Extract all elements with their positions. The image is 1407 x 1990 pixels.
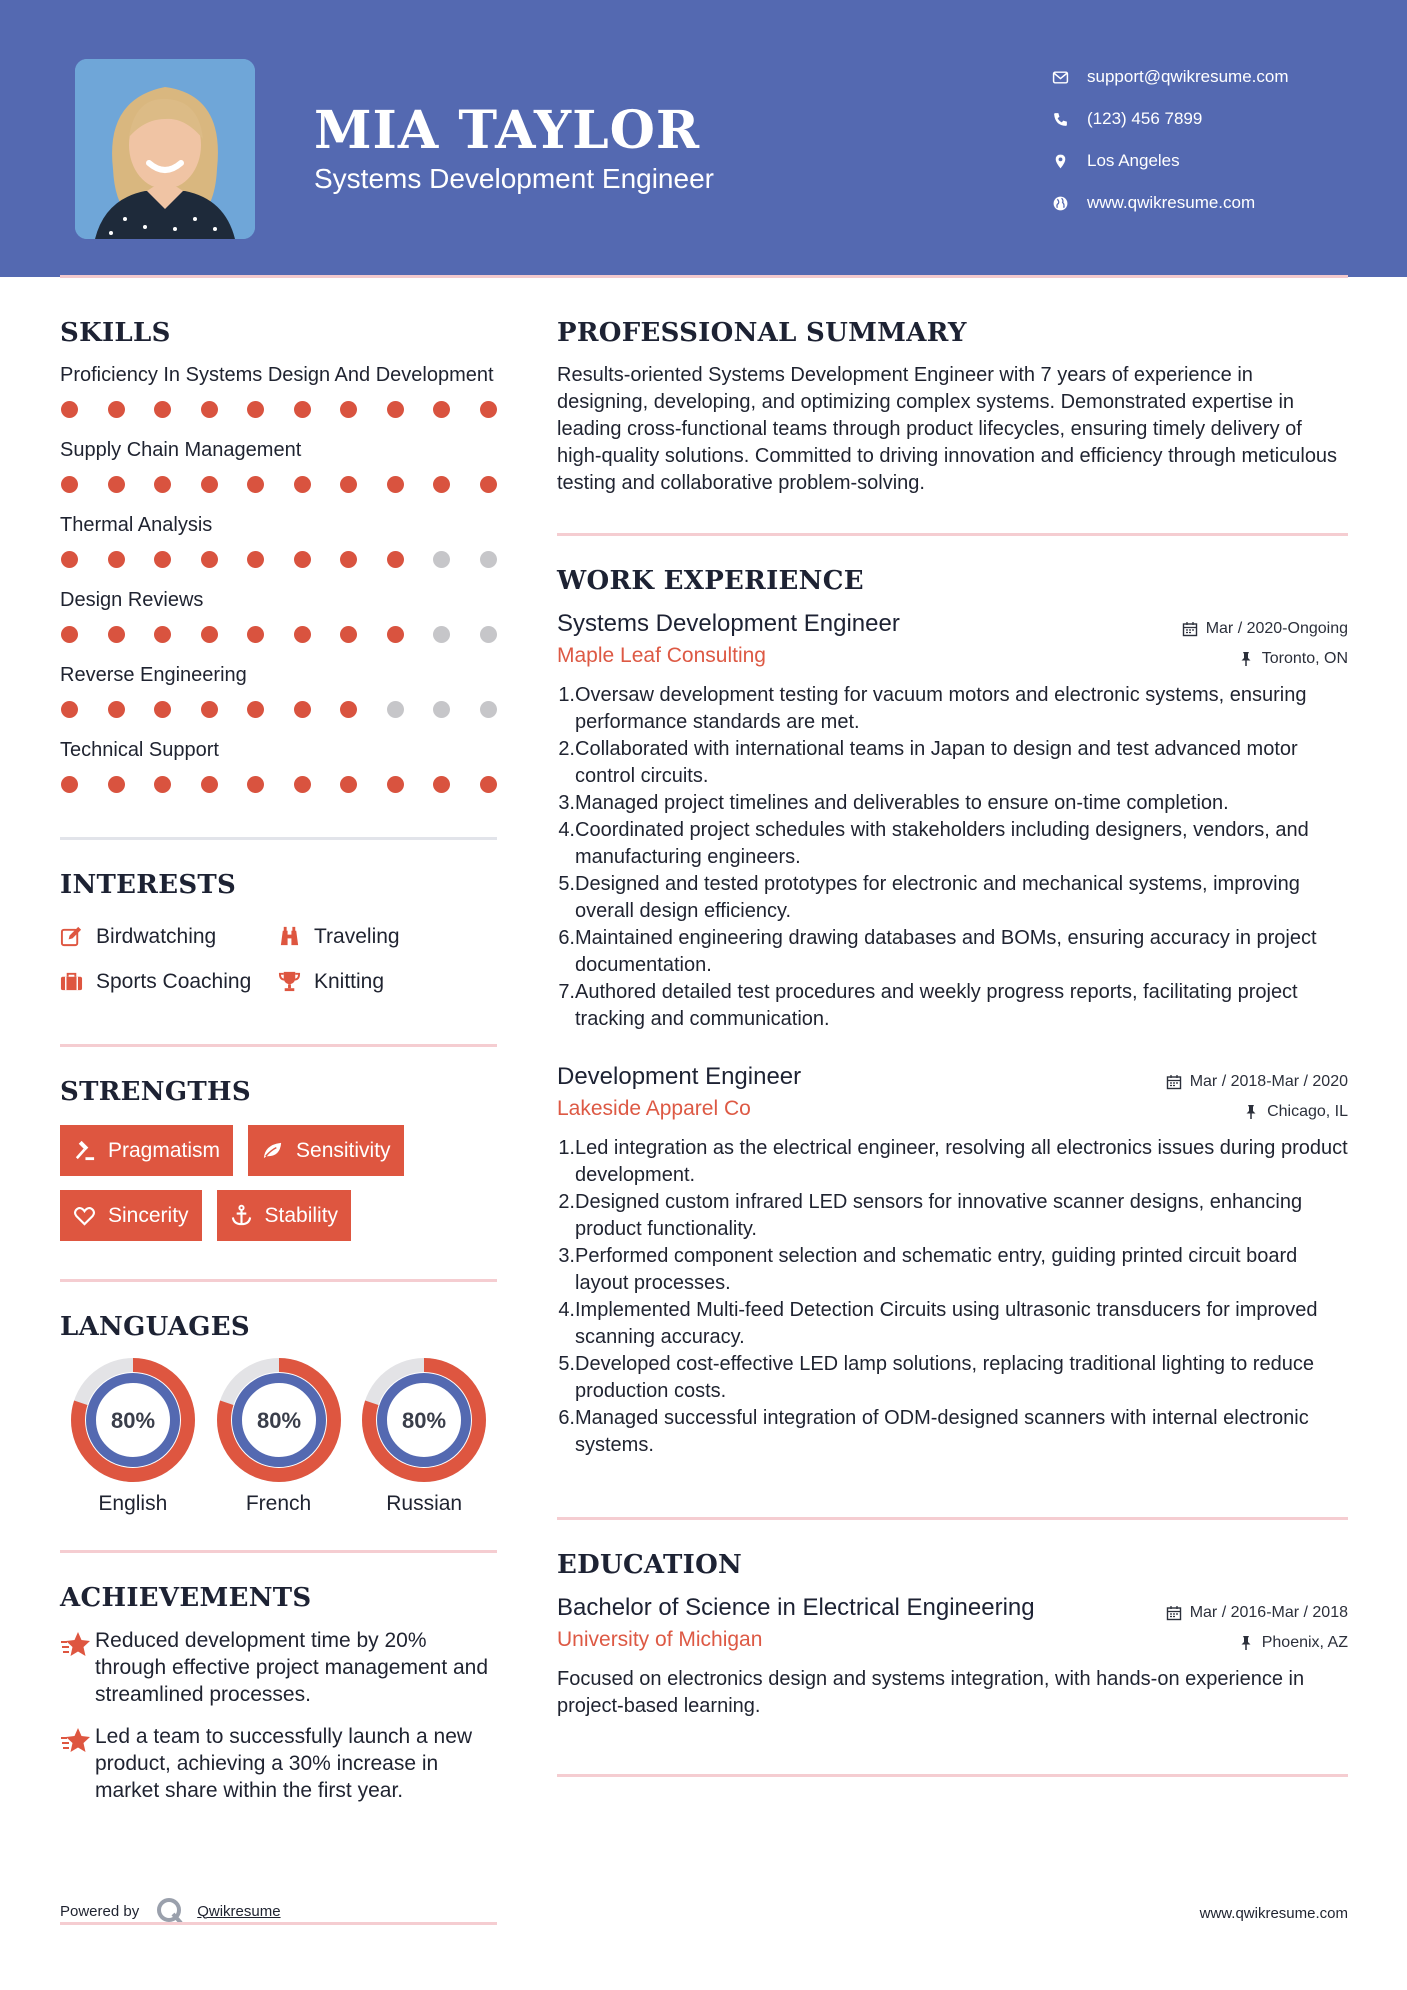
rating-dot-filled	[154, 776, 171, 793]
rating-dot-filled	[480, 476, 497, 493]
bullet-number: 6.	[558, 927, 575, 949]
job-dates-text: Mar / 2018-Mar / 2020	[1189, 1073, 1348, 1090]
rating-dot-filled	[294, 776, 311, 793]
achievements-title: ACHIEVEMENTS	[60, 1583, 312, 1613]
experience-divider	[557, 1517, 1348, 1520]
candidate-name: MIA TAYLOR	[314, 100, 701, 161]
candidate-role: Systems Development Engineer	[314, 163, 714, 194]
interest-label: Traveling	[314, 924, 400, 948]
rating-dot-empty	[433, 551, 450, 568]
rating-dot-filled	[247, 476, 264, 493]
job-location-text: Toronto, ON	[1261, 650, 1348, 667]
skill-name: Thermal Analysis	[60, 514, 213, 536]
rating-dot-filled	[340, 626, 357, 643]
rating-dot-empty	[433, 626, 450, 643]
contact-location	[1050, 140, 1289, 182]
rating-dot-filled	[340, 551, 357, 568]
bullet-text: Performed component selection and schematic entry, guiding printed circuit board layout processes.	[575, 1245, 1298, 1294]
interest-label: Birdwatching	[96, 924, 217, 948]
language-percent: 80%	[402, 1408, 447, 1433]
job-bullet	[557, 1297, 1348, 1351]
interests-title: INTERESTS	[60, 870, 237, 900]
bullet-text: Developed cost-effective LED lamp solutions, replacing traditional lighting to reduce production costs.	[575, 1353, 1314, 1402]
skill-name: Supply Chain Management	[60, 439, 302, 461]
left-column	[60, 318, 497, 1804]
bullet-text: Coordinated project schedules with stakeholders including designers, vendors, and manufacturing engineers.	[575, 819, 1309, 868]
rating-dot-filled	[108, 551, 125, 568]
bullet-number: 3.	[558, 792, 575, 814]
briefcase-icon	[60, 970, 86, 994]
contact-location-text: Los Angeles	[1087, 151, 1180, 170]
calendar-icon	[1182, 621, 1198, 637]
bullet-number: 4.	[558, 819, 575, 841]
rating-dot-filled	[108, 626, 125, 643]
rating-dot-filled	[294, 701, 311, 718]
rating-dot-filled	[201, 701, 218, 718]
achievement-text: Reduced development time by 20% through effective project management and streamlined processes.	[95, 1629, 489, 1706]
rating-dot-filled	[154, 401, 171, 418]
rating-dot-filled	[387, 401, 404, 418]
pushpin-icon	[1238, 1635, 1254, 1651]
job-bullets	[557, 1135, 1348, 1459]
skills-divider	[60, 837, 497, 840]
education-school: University of Michigan	[557, 1628, 763, 1651]
interest-item	[278, 914, 400, 959]
summary-divider	[557, 533, 1348, 536]
job-location	[1238, 650, 1348, 668]
profile-photo	[75, 59, 255, 239]
rating-dot-filled	[108, 776, 125, 793]
rating-dot-filled	[61, 551, 78, 568]
education-location-text: Phoenix, AZ	[1261, 1634, 1348, 1651]
calendar-icon	[1166, 1074, 1182, 1090]
star-icon	[60, 1723, 95, 1804]
bullet-text: Managed project timelines and deliverables to ensure on-time completion.	[575, 792, 1229, 814]
calendar-icon	[1166, 1605, 1182, 1621]
contact-email[interactable]	[1050, 56, 1289, 98]
interest-item	[278, 959, 384, 1004]
job-company: Lakeside Apparel Co	[557, 1097, 751, 1120]
skill-item	[60, 512, 497, 568]
contact-website[interactable]	[1050, 182, 1289, 224]
skill-item	[60, 737, 497, 793]
job-bullet	[557, 1351, 1348, 1405]
skills-list	[60, 362, 497, 793]
rating-dot-filled	[294, 626, 311, 643]
achievement-item	[60, 1627, 497, 1708]
job-bullet	[557, 736, 1348, 790]
strength-badge	[248, 1125, 404, 1176]
job-bullet	[557, 682, 1348, 736]
bullet-text: Oversaw development testing for vacuum motors and electronic systems, ensuring performance standards are met.	[575, 684, 1307, 733]
skill-item	[60, 437, 497, 493]
rating-dot-filled	[247, 401, 264, 418]
rating-dot-filled	[387, 776, 404, 793]
interest-item	[60, 914, 278, 959]
rating-dot-filled	[247, 626, 264, 643]
job-bullet	[557, 1135, 1348, 1189]
job-entry	[557, 610, 1348, 1033]
brand-link[interactable]: Qwikresume	[197, 1902, 281, 1920]
skill-name: Technical Support	[60, 739, 219, 761]
rating-dot-filled	[387, 476, 404, 493]
rating-dot-filled	[61, 776, 78, 793]
edit-icon	[60, 925, 86, 949]
strengths-divider	[60, 1279, 497, 1282]
language-name: English	[98, 1492, 168, 1515]
job-title: Development Engineer	[557, 1063, 802, 1090]
job-bullet	[557, 1243, 1348, 1297]
bullet-text: Designed custom infrared LED sensors for innovative scanner designs, enhancing product functionality.	[575, 1191, 1303, 1240]
strength-badge	[60, 1125, 233, 1176]
envelope-icon	[1050, 67, 1070, 87]
skills-section	[60, 318, 497, 793]
job-bullet	[557, 925, 1348, 979]
strength-badge	[60, 1190, 202, 1241]
skills-title: SKILLS	[60, 318, 171, 348]
footer-divider	[60, 1922, 497, 1925]
contact-phone-text: (123) 456 7899	[1087, 109, 1203, 128]
language-progress-ring	[217, 1358, 341, 1482]
interest-item	[60, 959, 278, 1004]
rating-dot-filled	[154, 551, 171, 568]
language-item	[206, 1358, 352, 1516]
rating-dot-empty	[480, 626, 497, 643]
strengths-list	[60, 1125, 497, 1255]
rating-dot-filled	[154, 626, 171, 643]
bullet-number: 7.	[558, 981, 575, 1003]
job-dates	[1182, 620, 1348, 638]
rating-dot-filled	[108, 401, 125, 418]
rating-dot-empty	[480, 701, 497, 718]
pushpin-icon	[1243, 1104, 1259, 1120]
rating-dot-filled	[340, 701, 357, 718]
bullet-number: 5.	[558, 1353, 575, 1375]
rating-dot-filled	[294, 476, 311, 493]
education-dates-text: Mar / 2016-Mar / 2018	[1189, 1604, 1348, 1621]
skill-item	[60, 362, 497, 418]
rating-dot-filled	[201, 776, 218, 793]
interests-divider	[60, 1044, 497, 1047]
interest-label: Sports Coaching	[96, 969, 252, 993]
bullet-number: 2.	[558, 738, 575, 760]
rating-dot-filled	[108, 476, 125, 493]
education-divider	[557, 1774, 1348, 1777]
rating-dot-filled	[480, 776, 497, 793]
job-bullet	[557, 790, 1348, 817]
job-bullet	[557, 871, 1348, 925]
skill-item	[60, 662, 497, 718]
job-title: Systems Development Engineer	[557, 610, 900, 637]
trophy-icon	[278, 970, 304, 994]
rating-dot-empty	[387, 701, 404, 718]
header-divider	[60, 275, 1348, 278]
strength-label: Stability	[264, 1203, 339, 1227]
rating-dot-filled	[201, 626, 218, 643]
bullet-text: Collaborated with international teams in Japan to design and test advanced motor control circuits.	[575, 738, 1298, 787]
summary-section	[557, 318, 1348, 497]
rating-dot-filled	[201, 476, 218, 493]
rating-dot-filled	[201, 551, 218, 568]
rating-dot-filled	[480, 401, 497, 418]
bullet-number: 2.	[558, 1191, 575, 1213]
rating-dot-filled	[294, 551, 311, 568]
language-progress-ring	[71, 1358, 195, 1482]
skill-rating	[60, 551, 497, 568]
job-bullet	[557, 817, 1348, 871]
rating-dot-filled	[61, 701, 78, 718]
bullet-number: 1.	[558, 684, 575, 706]
job-location-text: Chicago, IL	[1267, 1103, 1348, 1120]
languages-section	[60, 1312, 497, 1516]
job-bullets	[557, 682, 1348, 1033]
education-title: EDUCATION	[557, 1550, 743, 1580]
rating-dot-empty	[480, 551, 497, 568]
globe-icon	[1050, 193, 1070, 213]
strength-label: Sincerity	[108, 1203, 189, 1227]
job-entry	[557, 1063, 1348, 1459]
education-degree: Bachelor of Science in Electrical Engineering	[557, 1594, 1035, 1621]
bullet-text: Led integration as the electrical engineer, resolving all electronics issues during product development.	[575, 1137, 1348, 1186]
skill-name: Reverse Engineering	[60, 664, 247, 686]
bullet-text: Authored detailed test procedures and weekly progress reports, facilitating project tracking and communication.	[575, 981, 1298, 1030]
languages-divider	[60, 1550, 497, 1553]
summary-text: Results-oriented Systems Development Engineer with 7 years of experience in designing, developing, and optimizing complex systems. Demonstrated expertise in leading cross-functional teams through product lifecycles, ensuring timely delivery of high-quality solutions. Committed to driving innovation and efficiency through meticulous testing and collaborative problem-solving.	[557, 364, 1338, 494]
gavel-icon	[73, 1139, 99, 1163]
achievement-item	[60, 1723, 497, 1804]
profile-photo-illustration	[75, 59, 255, 239]
strengths-section	[60, 1077, 497, 1255]
footer-site[interactable]: www.qwikresume.com	[1199, 1905, 1348, 1922]
resume-header	[0, 0, 1407, 277]
rating-dot-filled	[61, 476, 78, 493]
skill-rating	[60, 401, 497, 418]
contact-phone[interactable]	[1050, 98, 1289, 140]
contact-list	[1050, 56, 1289, 224]
skill-rating	[60, 776, 497, 793]
experience-section	[557, 566, 1348, 1459]
strengths-title: STRENGTHS	[60, 1077, 251, 1107]
skill-name: Design Reviews	[60, 589, 204, 611]
bullet-text: Implemented Multi-feed Detection Circuits using ultrasonic transducers for improved scanning accuracy.	[575, 1299, 1318, 1348]
job-bullet	[557, 1405, 1348, 1459]
rating-dot-filled	[433, 401, 450, 418]
binoculars-icon	[278, 925, 304, 949]
powered-by-text: Powered by	[60, 1902, 140, 1920]
bullet-number: 4.	[558, 1299, 575, 1321]
language-progress-ring	[362, 1358, 486, 1482]
summary-title: PROFESSIONAL SUMMARY	[557, 318, 967, 348]
leaf-icon	[261, 1139, 287, 1163]
strength-badge	[217, 1190, 352, 1241]
rating-dot-filled	[433, 476, 450, 493]
achievements-section	[60, 1583, 497, 1804]
skill-rating	[60, 701, 497, 718]
skill-rating	[60, 626, 497, 643]
bullet-text: Designed and tested prototypes for electronic and mechanical systems, improving overall design efficiency.	[575, 873, 1300, 922]
rating-dot-filled	[247, 776, 264, 793]
skill-rating	[60, 476, 497, 493]
interest-label: Knitting	[314, 969, 385, 993]
rating-dot-empty	[433, 701, 450, 718]
rating-dot-filled	[154, 476, 171, 493]
job-dates-text: Mar / 2020-Ongoing	[1205, 620, 1348, 637]
language-percent: 80%	[256, 1408, 301, 1433]
achievement-text: Led a team to successfully launch a new product, achieving a 30% increase in market share within the first year.	[95, 1725, 473, 1802]
job-location	[1243, 1103, 1348, 1121]
contact-email-text: support@qwikresume.com	[1087, 67, 1289, 86]
rating-dot-filled	[201, 401, 218, 418]
languages-list	[60, 1358, 497, 1516]
education-section	[557, 1550, 1348, 1720]
job-dates	[1166, 1073, 1348, 1091]
right-column	[557, 318, 1348, 1777]
language-name: French	[245, 1492, 312, 1515]
language-item	[60, 1358, 206, 1516]
interests-section	[60, 870, 497, 1004]
rating-dot-filled	[433, 776, 450, 793]
bullet-text: Managed successful integration of ODM-designed scanners with internal electronic systems.	[575, 1407, 1309, 1456]
strength-label: Pragmatism	[108, 1138, 221, 1162]
anchor-icon	[230, 1204, 256, 1228]
job-bullet	[557, 1189, 1348, 1243]
bullet-number: 5.	[558, 873, 575, 895]
rating-dot-filled	[340, 401, 357, 418]
job-bullet	[557, 979, 1348, 1033]
rating-dot-filled	[61, 401, 78, 418]
phone-icon	[1050, 109, 1070, 129]
rating-dot-filled	[387, 551, 404, 568]
rating-dot-filled	[387, 626, 404, 643]
pushpin-icon	[1238, 651, 1254, 667]
languages-title: LANGUAGES	[60, 1312, 250, 1342]
bullet-number: 1.	[558, 1137, 575, 1159]
rating-dot-filled	[340, 776, 357, 793]
rating-dot-filled	[61, 626, 78, 643]
job-company: Maple Leaf Consulting	[557, 644, 766, 667]
strength-label: Sensitivity	[296, 1138, 391, 1162]
rating-dot-filled	[294, 401, 311, 418]
rating-dot-filled	[247, 551, 264, 568]
rating-dot-filled	[247, 701, 264, 718]
education-dates	[1166, 1604, 1348, 1622]
skill-item	[60, 587, 497, 643]
education-location	[1238, 1634, 1348, 1652]
bullet-number: 3.	[558, 1245, 575, 1267]
language-item	[351, 1358, 497, 1516]
language-name: Russian	[386, 1492, 463, 1515]
education-text: Focused on electronics design and systems integration, with hands-on experience in project-based learning.	[557, 1668, 1305, 1717]
interests-list	[60, 914, 497, 1004]
rating-dot-filled	[108, 701, 125, 718]
skill-name: Proficiency In Systems Design And Development	[60, 364, 494, 386]
contact-website-text: www.qwikresume.com	[1087, 193, 1256, 212]
bullet-number: 6.	[558, 1407, 575, 1429]
language-percent: 80%	[110, 1408, 155, 1433]
star-icon	[60, 1627, 95, 1708]
bullet-text: Maintained engineering drawing databases and BOMs, ensuring accuracy in project documentation.	[575, 927, 1317, 976]
location-pin-icon	[1050, 151, 1070, 171]
heart-icon	[73, 1204, 99, 1228]
rating-dot-filled	[154, 701, 171, 718]
rating-dot-filled	[340, 476, 357, 493]
experience-title: WORK EXPERIENCE	[557, 566, 864, 596]
